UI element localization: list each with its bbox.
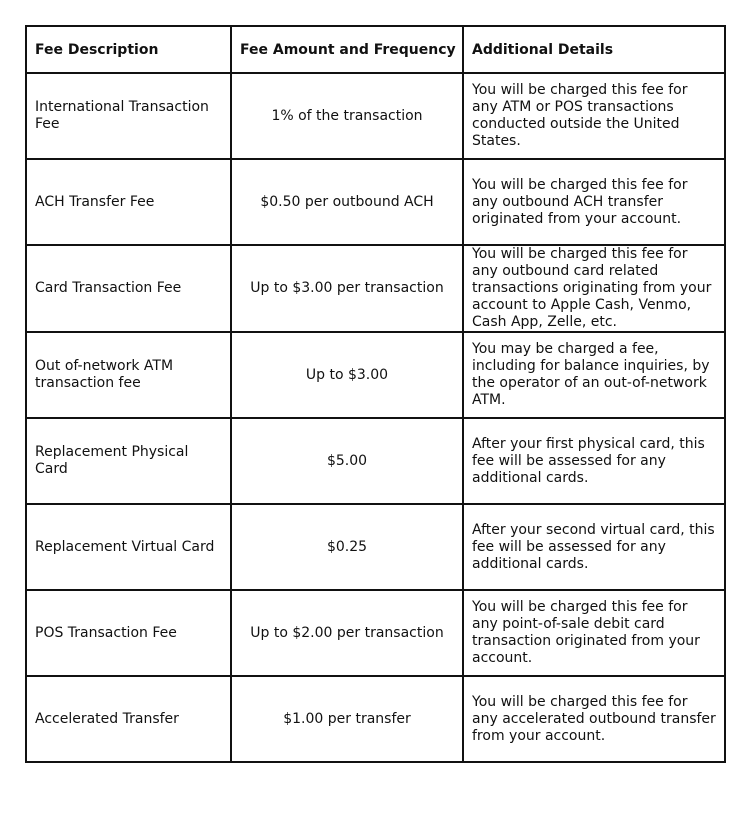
table-row <box>26 73 725 159</box>
table-row <box>26 676 725 762</box>
fee-details-cell: You will be charged this fee for any ATM or POS transactions conducted outside the United States. <box>463 73 725 159</box>
table-header-row <box>26 26 725 73</box>
fee-description-cell: Out of-network ATM transaction fee <box>26 332 231 418</box>
table-row <box>26 504 725 590</box>
table-row <box>26 245 725 332</box>
fee-amount-cell: $0.25 <box>231 504 463 590</box>
fee-details-cell: You will be charged this fee for any point-of-sale debit card transaction originated from your account. <box>463 590 725 676</box>
fee-details-cell: You will be charged this fee for any accelerated outbound transfer from your account. <box>463 676 725 762</box>
fee-description-cell: Card Transaction Fee <box>26 245 231 332</box>
fee-details-cell: After your second virtual card, this fee will be assessed for any additional cards. <box>463 504 725 590</box>
fee-details-cell: After your first physical card, this fee will be assessed for any additional cards. <box>463 418 725 504</box>
fee-table <box>25 25 726 763</box>
header-fee-description: Fee Description <box>26 26 231 73</box>
fee-amount-cell: $0.50 per outbound ACH <box>231 159 463 245</box>
fee-amount-cell: Up to $2.00 per transaction <box>231 590 463 676</box>
table-row <box>26 332 725 418</box>
fee-description-cell: ACH Transfer Fee <box>26 159 231 245</box>
fee-details-cell: You may be charged a fee, including for balance inquiries, by the operator of an out-of-network ATM. <box>463 332 725 418</box>
fee-description-cell: Replacement Virtual Card <box>26 504 231 590</box>
table-row <box>26 418 725 504</box>
fee-description-cell: POS Transaction Fee <box>26 590 231 676</box>
table-row <box>26 590 725 676</box>
fee-description-cell: Replacement Physical Card <box>26 418 231 504</box>
fee-description-cell: International Transaction Fee <box>26 73 231 159</box>
fee-amount-cell: Up to $3.00 <box>231 332 463 418</box>
fee-amount-cell: 1% of the transaction <box>231 73 463 159</box>
fee-amount-cell: $5.00 <box>231 418 463 504</box>
fee-amount-cell: Up to $3.00 per transaction <box>231 245 463 332</box>
fee-details-cell: You will be charged this fee for any outbound card related transactions originating from your account to Apple Cash, Venmo, Cash App, Zelle, etc. <box>463 245 725 332</box>
fee-amount-cell: $1.00 per transfer <box>231 676 463 762</box>
table-row <box>26 159 725 245</box>
header-additional-details: Additional Details <box>463 26 725 73</box>
header-fee-amount-frequency: Fee Amount and Frequency <box>231 26 463 73</box>
fee-details-cell: You will be charged this fee for any outbound ACH transfer originated from your account. <box>463 159 725 245</box>
fee-description-cell: Accelerated Transfer <box>26 676 231 762</box>
